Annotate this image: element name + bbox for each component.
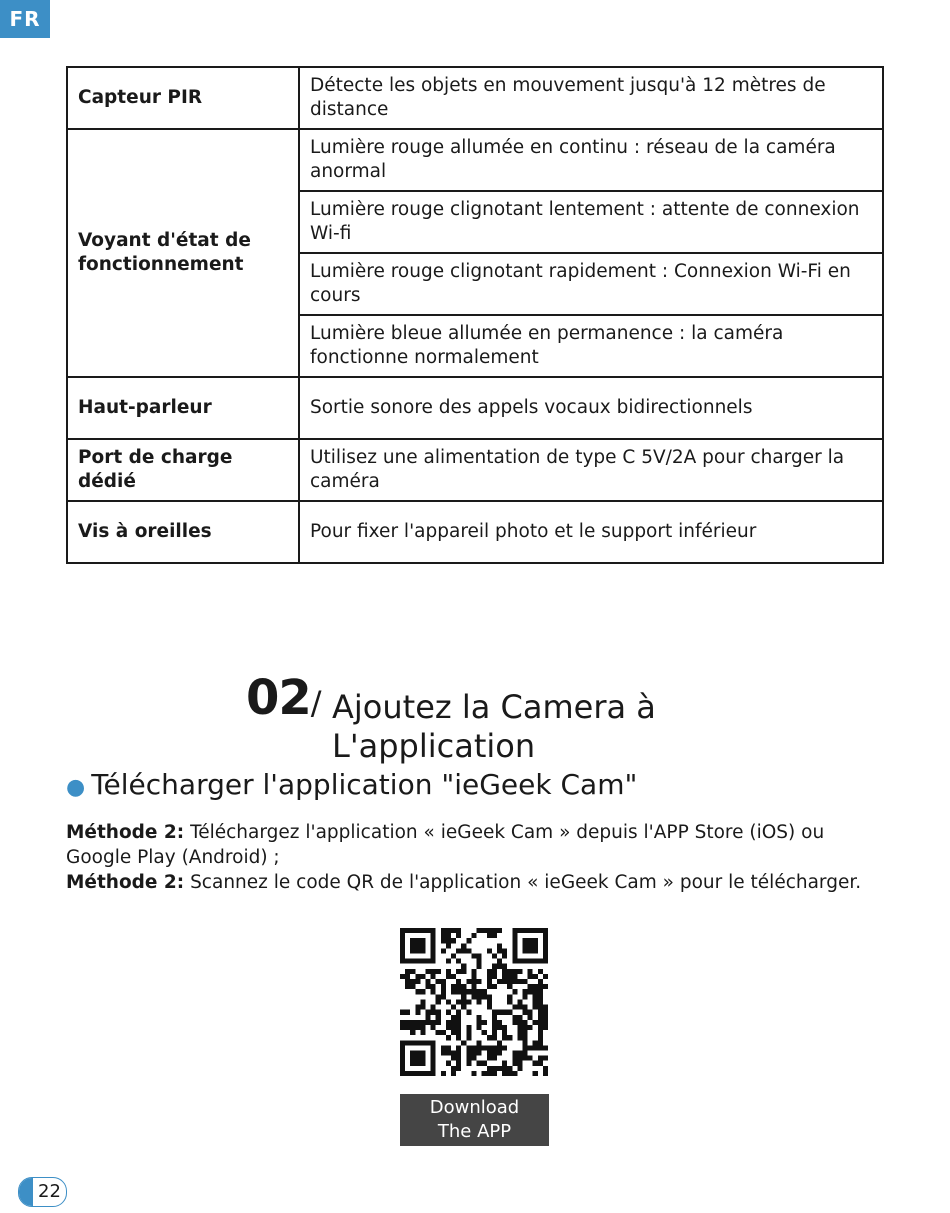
row-label: Vis à oreilles <box>67 501 299 563</box>
method-text: Téléchargez l'application « ieGeek Cam » depuis l'APP Store (iOS) ou Google Play (Android) ; <box>66 822 825 868</box>
methods-paragraph <box>66 820 886 895</box>
method-2 <box>66 870 886 895</box>
language-tab: FR <box>0 0 50 38</box>
method-text: Scannez le code QR de l'application « ieGeek Cam » pour le télécharger. <box>184 872 862 893</box>
method-label: Méthode 2: <box>66 822 185 843</box>
row-value: Lumière rouge clignotant lentement : attente de connexion Wi-fi <box>299 191 883 253</box>
subheading-text: Télécharger l'application "ieGeek Cam" <box>91 768 638 801</box>
row-value: Lumière rouge allumée en continu : réseau de la caméra anormal <box>299 129 883 191</box>
row-value: Utilisez une alimentation de type C 5V/2A pour charger la caméra <box>299 439 883 501</box>
table-row <box>67 501 883 563</box>
method-1 <box>66 820 886 870</box>
page-number-badge <box>18 1177 67 1207</box>
row-label: Haut-parleur <box>67 377 299 439</box>
row-label: Capteur PIR <box>67 67 299 129</box>
download-button-line2: The APP <box>437 1121 512 1142</box>
page-tab-accent <box>19 1178 33 1206</box>
row-label: Voyant d'état de fonctionnement <box>67 129 299 377</box>
page-number: 22 <box>38 1181 61 1202</box>
qr-code-image[interactable] <box>400 928 548 1076</box>
spec-table <box>66 66 884 564</box>
row-label: Port de charge dédié <box>67 439 299 501</box>
row-value: Pour fixer l'appareil photo et le support inférieur <box>299 501 883 563</box>
row-value: Sortie sonore des appels vocaux bidirectionnels <box>299 377 883 439</box>
section-title-line1: Ajoutez la Camera à <box>332 688 656 726</box>
table-row <box>67 377 883 439</box>
section-heading <box>246 670 746 765</box>
row-value: Lumière rouge clignotant rapidement : Connexion Wi-Fi en cours <box>299 253 883 315</box>
row-value: Détecte les objets en mouvement jusqu'à 12 mètres de distance <box>299 67 883 129</box>
table-row <box>67 439 883 501</box>
section-title-line2: L'application <box>332 727 536 765</box>
section-number: 02 <box>246 670 311 726</box>
download-button-line1: Download <box>429 1097 520 1118</box>
section-slash: / <box>310 684 322 722</box>
bullet-icon: ● <box>66 775 86 800</box>
method-label: Méthode 2: <box>66 872 185 893</box>
table-row <box>67 67 883 129</box>
download-app-button[interactable] <box>400 1094 549 1146</box>
table-row <box>67 129 883 191</box>
subheading <box>66 768 637 801</box>
row-value: Lumière bleue allumée en permanence : la caméra fonctionne normalement <box>299 315 883 377</box>
